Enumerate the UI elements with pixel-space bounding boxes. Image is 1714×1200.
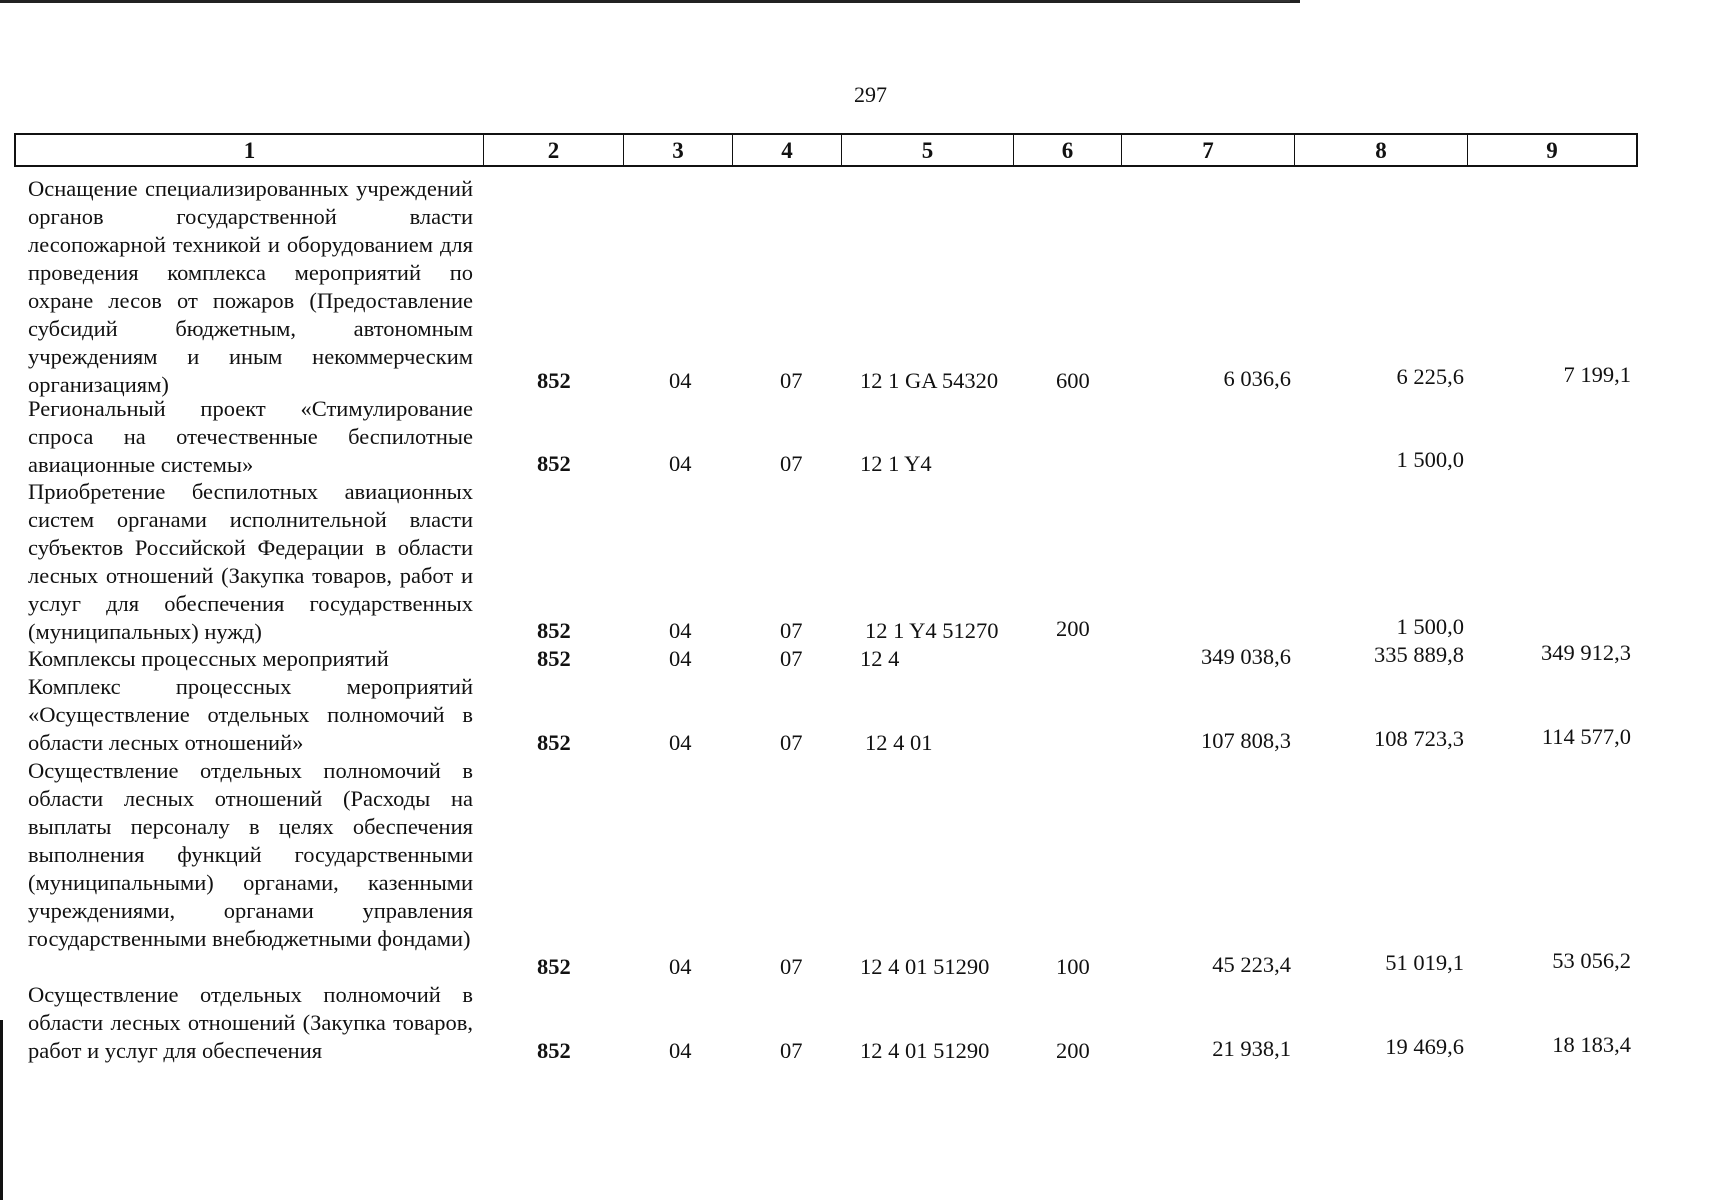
row-col-5: 12 1 Y4 xyxy=(860,451,932,476)
header-col-2: 2 xyxy=(484,135,624,165)
row-description: Комплексы процессных мероприятий xyxy=(28,646,389,671)
header-col-8: 8 xyxy=(1295,135,1468,165)
row-col-5: 12 1 Y4 51270 xyxy=(865,618,999,643)
row-col-8: 6 225,6 xyxy=(1396,364,1464,389)
row-col-5: 12 4 01 51290 xyxy=(860,954,990,979)
row-col-5: 12 4 01 xyxy=(865,730,933,755)
row-col-3: 04 xyxy=(669,1038,692,1063)
row-col-7: 6 036,6 xyxy=(1223,366,1291,391)
header-col-9: 9 xyxy=(1546,138,1558,163)
row-col-3: 04 xyxy=(669,368,692,393)
row-col-2: 852 xyxy=(537,646,571,671)
row-col-2: 852 xyxy=(537,1038,571,1063)
row-col-2: 852 xyxy=(537,618,571,643)
row-col-7: 349 038,6 xyxy=(1201,644,1291,669)
row-col-7: 107 808,3 xyxy=(1201,728,1291,753)
header-col-4: 4 xyxy=(733,135,842,165)
row-col-2: 852 xyxy=(537,451,571,476)
row-col-5: 12 1 GA 54320 xyxy=(860,368,999,393)
row-col-9: 53 056,2 xyxy=(1552,948,1631,973)
row-description: Региональный проект «Стимулирование спроса на отечественные беспилотные авиационные системы» xyxy=(28,396,473,477)
row-description: Приобретение беспилотных авиационных систем органами исполнительной власти субъектов Российской Федерации в области лесных отношений (Закупка товаров, работ и услуг для обеспечения государственных (муниципальных) нужд) xyxy=(28,479,473,644)
header-col-5: 5 xyxy=(842,135,1014,165)
row-col-6: 600 xyxy=(1056,368,1090,393)
row-description: Оснащение специализированных учреждений органов государственной власти лесопожарной техникой и оборудованием для проведения комплекса мероприятий по охране лесов от пожаров (Предоставление субсидий бюджетным, автономным учреждениям и иным некоммерческим организациям) xyxy=(28,176,473,397)
row-col-6: 100 xyxy=(1056,954,1090,979)
row-col-4: 07 xyxy=(780,368,803,393)
row-col-9: 7 199,1 xyxy=(1563,362,1631,387)
scan-edge-top xyxy=(0,0,1300,3)
row-col-4: 07 xyxy=(780,730,803,755)
row-col-4: 07 xyxy=(780,451,803,476)
header-col-1: 1 xyxy=(16,135,484,165)
header-col-3: 3 xyxy=(624,135,733,165)
row-col-2: 852 xyxy=(537,730,571,755)
row-col-4: 07 xyxy=(780,646,803,671)
row-col-8: 19 469,6 xyxy=(1385,1034,1464,1059)
row-col-9: 18 183,4 xyxy=(1552,1032,1631,1057)
row-col-8: 1 500,0 xyxy=(1396,614,1464,639)
row-col-3: 04 xyxy=(669,954,692,979)
row-col-9: 114 577,0 xyxy=(1541,724,1631,749)
row-col-3: 04 xyxy=(669,618,692,643)
row-col-7: 45 223,4 xyxy=(1212,952,1291,977)
row-col-8: 1 500,0 xyxy=(1396,447,1464,472)
row-col-8: 108 723,3 xyxy=(1374,726,1464,751)
row-col-6: 200 xyxy=(1056,1038,1090,1063)
row-col-4: 07 xyxy=(780,1038,803,1063)
row-col-8: 335 889,8 xyxy=(1374,642,1464,667)
row-col-6: 200 xyxy=(1056,616,1090,641)
page-number: 297 xyxy=(854,82,887,107)
row-col-3: 04 xyxy=(669,730,692,755)
scan-edge-left xyxy=(0,1020,3,1200)
row-description: Комплекс процессных мероприятий «Осуществление отдельных полномочий в области лесных отношений» xyxy=(28,674,473,755)
table-header xyxy=(14,133,1638,167)
row-col-2: 852 xyxy=(537,368,571,393)
row-col-8: 51 019,1 xyxy=(1385,950,1464,975)
row-col-7: 21 938,1 xyxy=(1212,1036,1291,1061)
header-col-7: 7 xyxy=(1122,135,1295,165)
header-col-6: 6 xyxy=(1014,135,1122,165)
row-col-5: 12 4 01 51290 xyxy=(860,1038,990,1063)
row-col-4: 07 xyxy=(780,954,803,979)
row-col-5: 12 4 xyxy=(860,646,900,671)
row-description: Осуществление отдельных полномочий в области лесных отношений (Расходы на выплаты персоналу в целях обеспечения выполнения функций государственными (муниципальными) органами, казенными учреждениями, органами управления государственными внебюджетными фондами) xyxy=(28,758,473,951)
row-col-9: 349 912,3 xyxy=(1541,640,1631,665)
row-col-2: 852 xyxy=(537,954,571,979)
row-col-4: 07 xyxy=(780,618,803,643)
row-description: Осуществление отдельных полномочий в области лесных отношений (Закупка товаров, работ и услуг для обеспечения xyxy=(28,982,473,1063)
scan-edge-top-right xyxy=(1130,0,1290,2)
row-col-3: 04 xyxy=(669,646,692,671)
row-col-3: 04 xyxy=(669,451,692,476)
